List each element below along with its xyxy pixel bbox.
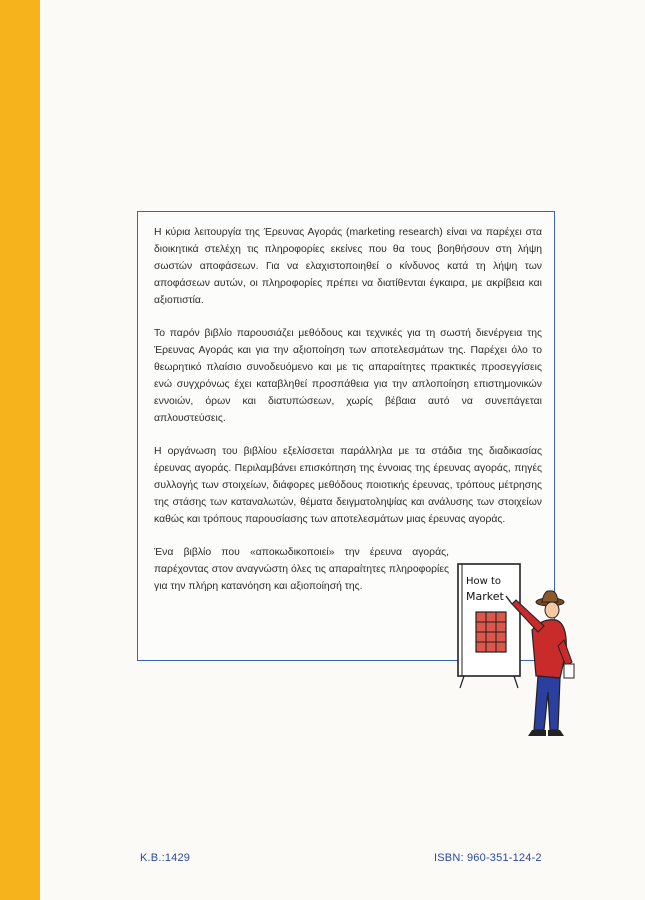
blurb-paragraph-1: Η κύρια λειτουργία της Έρευνας Αγοράς (marketing research) είναι να παρέχει στα διοικητικά στελέχη τις πληροφορίες εκείνες που θα τους βοηθήσουν στη λήψη σωστών αποφάσεων. Για να ελαχιστοποιηθεί ο κίνδυνος κατά τη λήψη των αποφάσεων αυτών, οι πληροφορίες πρέπει να διατίθενται έγκαιρα, με ακρίβεια και αξιοπιστία. <box>154 227 542 306</box>
blurb-text <box>154 224 542 611</box>
cover-spine <box>0 0 40 900</box>
board-grid-chart <box>476 612 506 652</box>
isbn-code: ISBN: 960-351-124-2 <box>434 852 542 864</box>
board-text-line2: Market <box>466 590 504 603</box>
blurb-paragraph-2: Το παρόν βιβλίο παρουσιάζει μεθόδους και τεχνικές για τη σωστή διενέργεια της Έρευνας Αγοράς και για την αξιοποίηση των αποτελεσμάτων της. Παρέχει όλο το θεωρητικό πλαίσιο συνοδευόμενο και με τις απαραίτητες πρακτικές προσεγγίσεις ενώ συγχρόνως έχει καταβληθεί προσπάθεια για την απλοποίηση επιστημονικών εννοιών, όρων και διατυπώσεων, χωρίς βέβαια αυτό να συνεπάγεται απλουστεύσεις. <box>154 328 542 424</box>
blurb-paragraph-3: Η οργάνωση του βιβλίου εξελίσσεται παράλληλα με τα στάδια της διαδικασίας έρευνας αγοράς. Περιλαμβάνει επισκόπηση της έννοιας της έρευνας αγοράς, πηγές συλλογής των στοιχείων, διάφορες μεθόδους ποιοτικής έρευνας, τρόπους μέτρησης της στάσης των καταναλωτών, θέματα δειγματοληψίας και ανάλυσης των στοιχείων καθώς και τρόπους παρουσίασης των αποτελεσμάτων μιας έρευνας αγοράς. <box>154 446 542 525</box>
blurb-paragraph-4: Ένα βιβλίο που «αποκωδικοποιεί» την έρευνα αγοράς, παρέχοντας στον αναγνώστη όλες τις απαραίτητες πληροφορίες για την πλήρη κατανόηση και αξιοποίησή της. <box>154 547 449 592</box>
kb-code: Κ.Β.:1429 <box>140 852 191 864</box>
board-text-line1: How to <box>466 576 502 587</box>
marketer-with-chart-icon <box>452 560 582 740</box>
